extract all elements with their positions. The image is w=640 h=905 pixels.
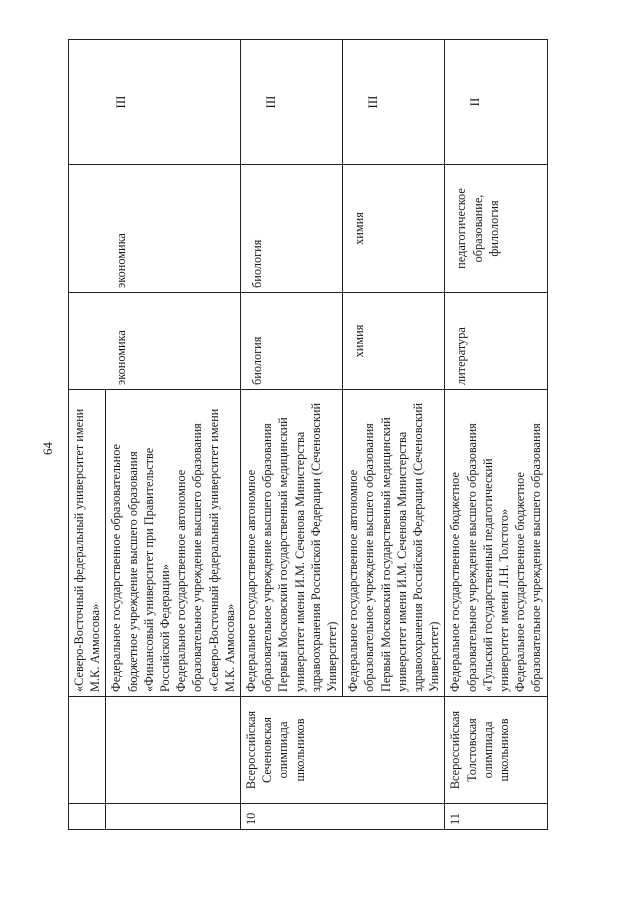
table-row [241, 40, 343, 830]
olympiad-name-cell [106, 697, 241, 804]
row-number-cell [106, 804, 241, 830]
organizer-cell [445, 390, 547, 697]
row-number-cell: 11 [445, 804, 547, 830]
organizer-cell [106, 390, 241, 697]
subject-cell: биология [241, 165, 343, 293]
table-row [445, 40, 547, 830]
profile-text: экономика [114, 330, 128, 385]
row-number-cell: 10 [241, 804, 445, 830]
olympiad-name-cell [69, 697, 106, 804]
profile-cell [69, 293, 241, 390]
organizer-cell: Федеральное государственное автономное образовательное учреждение высшего образования Первый Московский государственный медицинский университет имени И.М. Сеченова Министерства здравоохранения Российской Федерации (Сеченовский Университет) [343, 390, 445, 697]
organizer-text: Федеральное государственное автономное образовательное учреждение высшего образования «Северо-Восточный федеральный университет имени М.К. Аммосова» [174, 408, 237, 692]
level-cell: III [343, 40, 445, 165]
organizer-text: Федеральное государственное образовательное бюджетное учреждение высшего образования «Финансовый университет при Правительстве Российской Федерации» [109, 444, 173, 692]
page-number: 64 [40, 442, 55, 455]
level-cell [69, 40, 241, 165]
organizer-text: Федеральное государственное бюджетное образовательное учреждение высшего образования [513, 423, 544, 692]
subject-cell [69, 165, 241, 293]
subject-cell: педагогическое образование, филология [445, 165, 547, 293]
organizer-cell [69, 390, 106, 697]
olympiad-name-cell: Всероссийская Сеченовская олимпиада школьников [241, 697, 445, 804]
table-row [69, 40, 106, 830]
level-text: III [113, 95, 128, 109]
profile-cell: литература [445, 293, 547, 390]
level-cell: III [241, 40, 343, 165]
organizer-text: «Северо-Восточный федеральный университет имени М.К. Аммосова» [72, 408, 103, 692]
olympiad-table-rotated [68, 40, 640, 830]
profile-cell: биология [241, 293, 343, 390]
profile-cell: химия [343, 293, 445, 390]
level-cell: II [445, 40, 547, 165]
row-number-cell [69, 804, 106, 830]
olympiad-name-cell: Всероссийская Толстовская олимпиада школьников [445, 697, 547, 804]
subject-text: экономика [114, 233, 128, 288]
organizer-cell: Федеральное государственное автономное образовательное учреждение высшего образования Первый Московский государственный медицинский университет имени И.М. Сеченова Министерства здравоохранения Российской Федерации (Сеченовский Университет) [241, 390, 343, 697]
olympiad-table [68, 39, 548, 830]
organizer-text: Федеральное государственное бюджетное образовательное учреждение высшего образования «Тульский государственный педагогический университет имени Л.Н. Толстого» [448, 423, 512, 692]
subject-cell: химия [343, 165, 445, 293]
